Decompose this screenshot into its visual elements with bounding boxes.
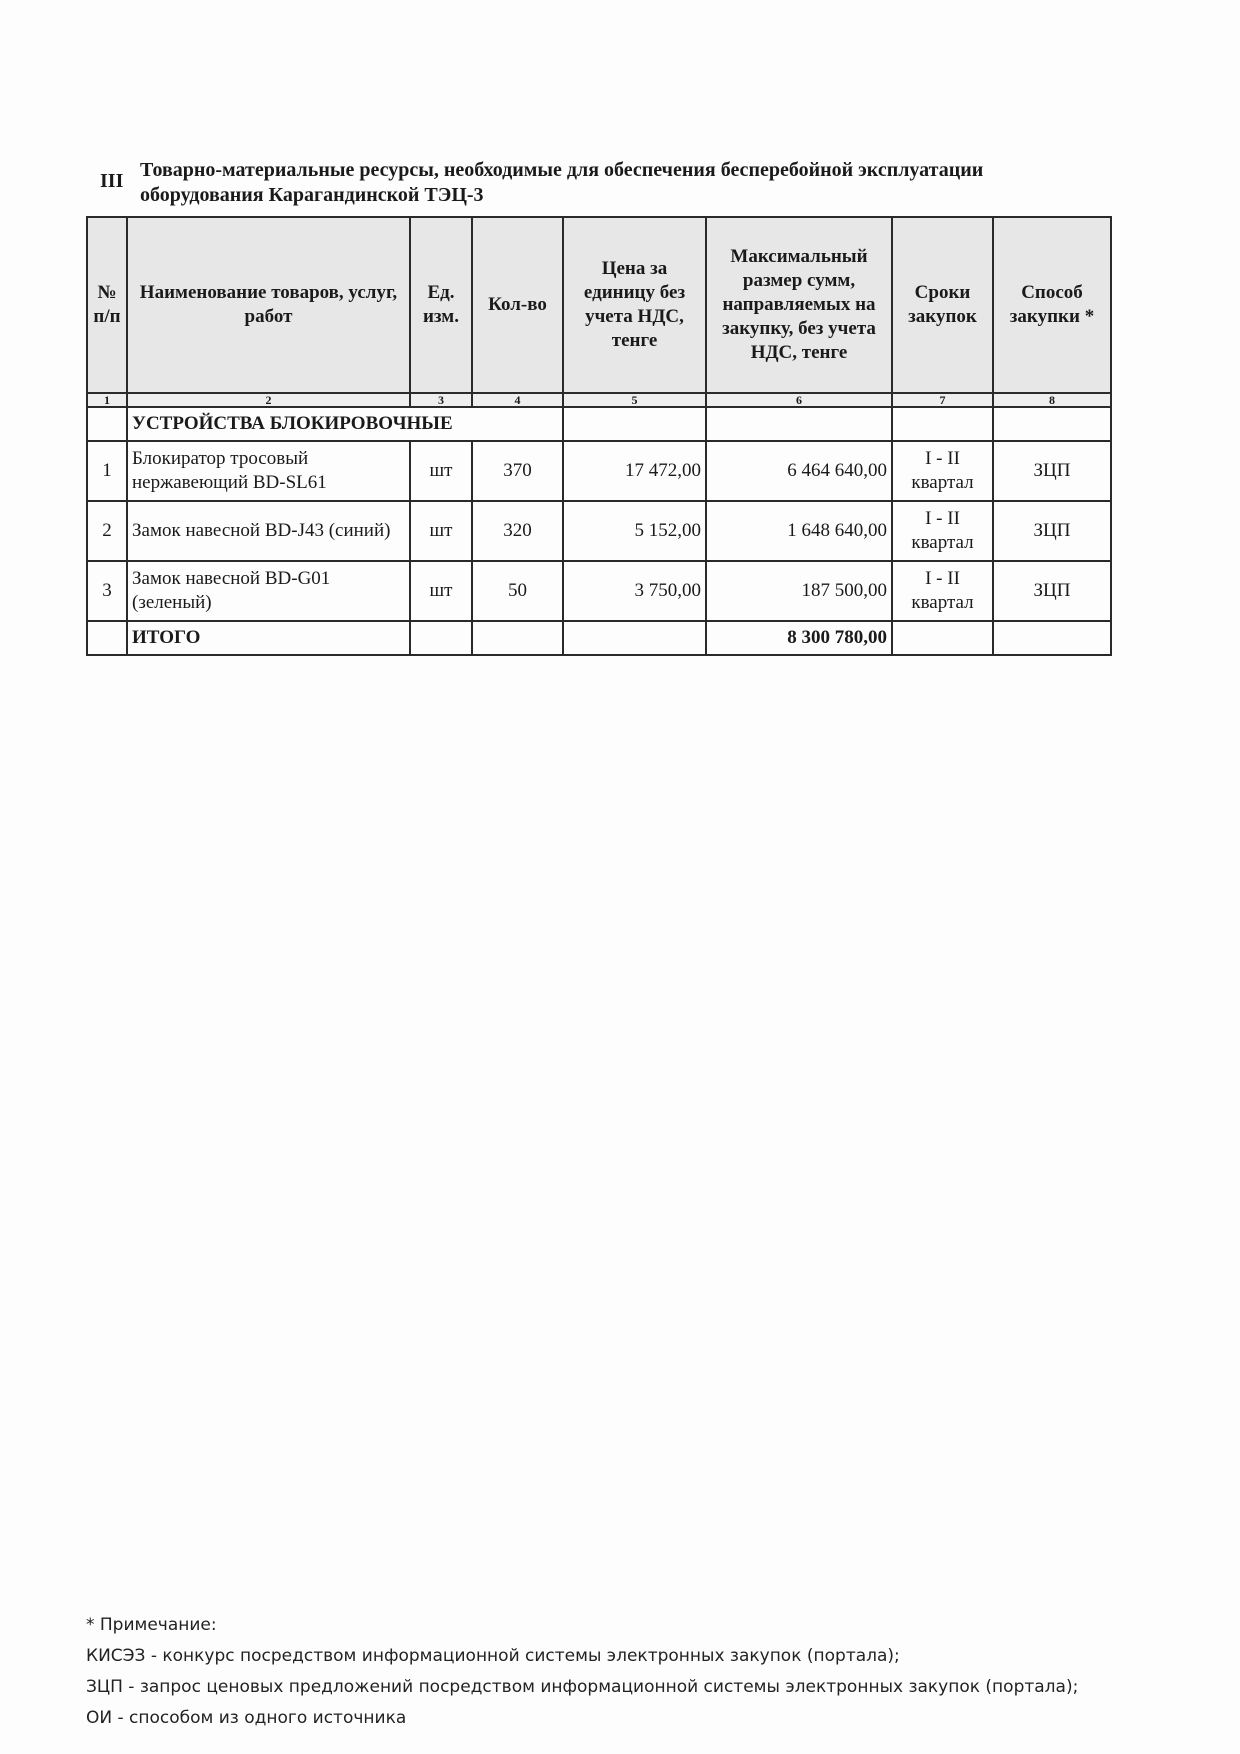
header-terms: Сроки закупок <box>892 217 993 393</box>
empty-cell <box>892 407 993 441</box>
row-method: ЗЦП <box>993 561 1111 621</box>
row-price: 17 472,00 <box>563 441 706 501</box>
empty-cell <box>993 621 1111 655</box>
table-row <box>87 441 1111 501</box>
column-number: 8 <box>993 393 1111 407</box>
footnote-line: КИСЭЗ - конкурс посредством информационной системы электронных закупок (портала); <box>86 1646 900 1666</box>
header-max-sum: Максимальный размер сумм, направляемых на закупку, без учета НДС, тенге <box>706 217 892 393</box>
row-price: 3 750,00 <box>563 561 706 621</box>
row-price: 5 152,00 <box>563 501 706 561</box>
row-unit: шт <box>410 561 472 621</box>
group-label: УСТРОЙСТВА БЛОКИРОВОЧНЫЕ <box>127 407 563 441</box>
column-number: 3 <box>410 393 472 407</box>
empty-cell <box>87 407 127 441</box>
section-number: III <box>100 170 124 192</box>
header-row <box>87 217 1111 393</box>
row-max-sum: 1 648 640,00 <box>706 501 892 561</box>
empty-cell <box>563 407 706 441</box>
row-qty: 370 <box>472 441 563 501</box>
total-value: 8 300 780,00 <box>706 621 892 655</box>
row-num: 2 <box>87 501 127 561</box>
header-unit: Ед. изм. <box>410 217 472 393</box>
column-number: 1 <box>87 393 127 407</box>
footnote-line: ЗЦП - запрос ценовых предложений посредством информационной системы электронных закупок (портала); <box>86 1677 1079 1697</box>
column-numbers-row <box>87 393 1111 407</box>
procurement-table <box>86 216 1112 656</box>
row-qty: 320 <box>472 501 563 561</box>
header-method: Способ закупки * <box>993 217 1111 393</box>
row-terms: I - II квартал <box>892 501 993 561</box>
total-row <box>87 621 1111 655</box>
empty-cell <box>706 407 892 441</box>
header-price: Цена за единицу без учета НДС, тенге <box>563 217 706 393</box>
row-terms: I - II квартал <box>892 561 993 621</box>
footnote-heading: * Примечание: <box>86 1615 217 1635</box>
section-heading <box>100 158 1110 208</box>
row-num: 1 <box>87 441 127 501</box>
row-name: Замок навесной BD-G01 (зеленый) <box>127 561 410 621</box>
footnote <box>86 1610 1186 1734</box>
header-num: № п/п <box>87 217 127 393</box>
row-name: Блокиратор тросовый нержавеющий BD-SL61 <box>127 441 410 501</box>
row-max-sum: 187 500,00 <box>706 561 892 621</box>
empty-cell <box>892 621 993 655</box>
row-unit: шт <box>410 441 472 501</box>
header-name: Наименование товаров, услуг, работ <box>127 217 410 393</box>
section-title: Товарно-материальные ресурсы, необходимые для обеспечения бесперебойной эксплуатации оборудования Карагандинской ТЭЦ-3 <box>140 159 984 206</box>
column-number: 4 <box>472 393 563 407</box>
empty-cell <box>563 621 706 655</box>
empty-cell <box>87 621 127 655</box>
empty-cell <box>410 621 472 655</box>
row-method: ЗЦП <box>993 501 1111 561</box>
column-number: 7 <box>892 393 993 407</box>
column-number: 6 <box>706 393 892 407</box>
table-row <box>87 561 1111 621</box>
row-method: ЗЦП <box>993 441 1111 501</box>
table-row <box>87 501 1111 561</box>
row-num: 3 <box>87 561 127 621</box>
row-name: Замок навесной BD-J43 (синий) <box>127 501 410 561</box>
row-unit: шт <box>410 501 472 561</box>
row-max-sum: 6 464 640,00 <box>706 441 892 501</box>
row-qty: 50 <box>472 561 563 621</box>
empty-cell <box>472 621 563 655</box>
total-label: ИТОГО <box>127 621 410 655</box>
empty-cell <box>993 407 1111 441</box>
footnote-line: ОИ - способом из одного источника <box>86 1708 407 1728</box>
column-number: 2 <box>127 393 410 407</box>
group-row <box>87 407 1111 441</box>
row-terms: I - II квартал <box>892 441 993 501</box>
column-number: 5 <box>563 393 706 407</box>
header-qty: Кол-во <box>472 217 563 393</box>
